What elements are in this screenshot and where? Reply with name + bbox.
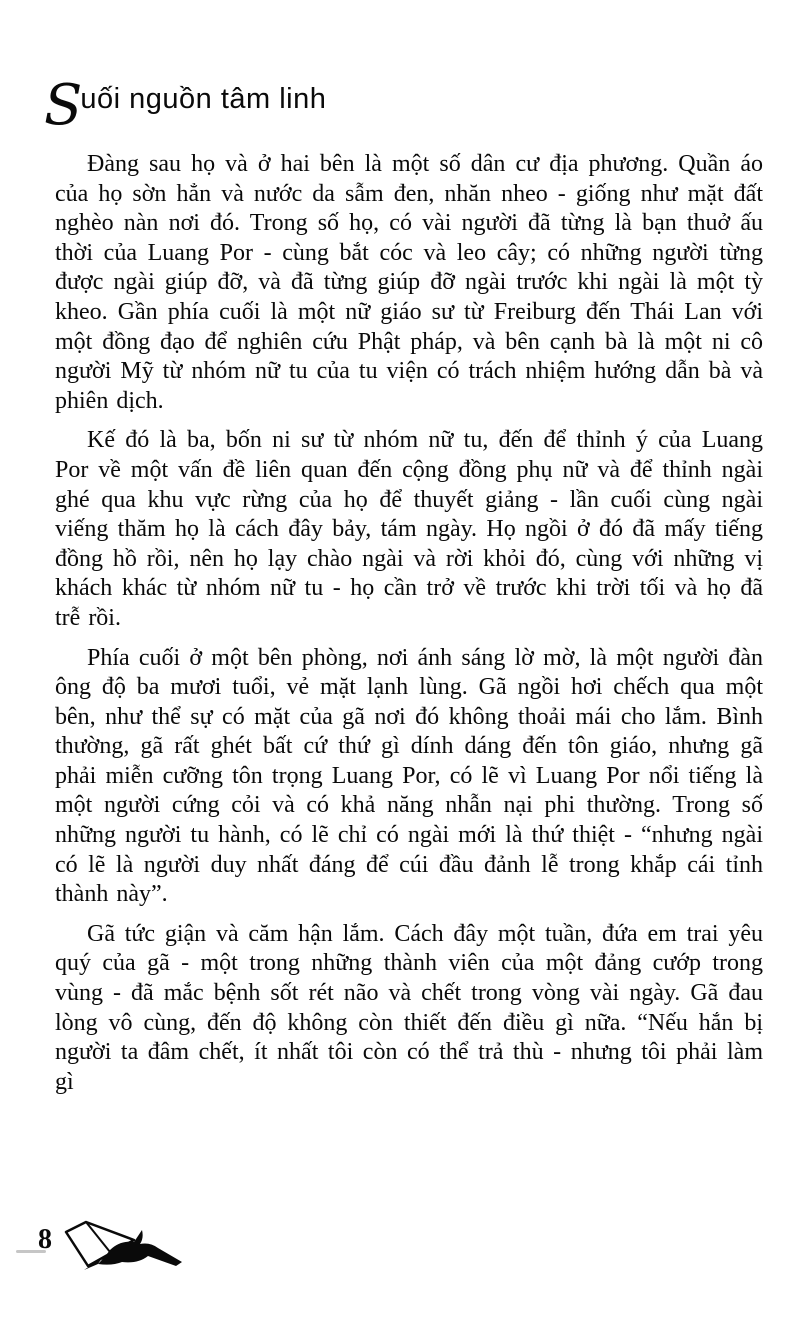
- swallow-bird-kite-icon: [54, 1218, 194, 1278]
- book-title: uối nguồn tâm linh: [80, 83, 327, 115]
- calligraphic-s-ornament-icon: S: [44, 73, 81, 138]
- paragraph-2: Kế đó là ba, bốn ni sư từ nhóm nữ tu, đến để thỉnh ý của Luang Por về một vấn đề liên quan đến cộng đồng phụ nữ và để thỉnh ngài ghé qua khu vực rừng của họ để thuyết giảng - lần cuối cùng ngài viếng thăm họ là cách đây bảy, tám ngày. Họ ngồi ở đó đã mấy tiếng đồng hồ rồi, nên họ lạy chào ngài và rời khỏi đó, cùng với những vị khách khác từ nhóm nữ tu - họ cần trở về trước khi trời tối và họ đã trễ rồi.: [55, 427, 763, 631]
- running-header: [44, 73, 327, 138]
- paragraph-3: Phía cuối ở một bên phòng, nơi ánh sáng lờ mờ, là một người đàn ông độ ba mươi tuổi, vẻ mặt lạnh lùng. Gã ngồi hơi chếch qua một bên, như thể sự có mặt của gã nơi đó không thoải mái cho lắm. Bình thường, gã rất ghét bất cứ thứ gì dính dáng đến tôn giáo, nhưng gã phải miễn cưỡng tôn trọng Luang Por, có lẽ vì Luang Por nổi tiếng là một người cứng cỏi và có khả năng nhẫn nại phi thường. Trong số những người tu hành, có lẽ chỉ có ngài mới là thứ thiệt - “nhưng ngài có lẽ là người duy nhất đáng để cúi đầu đảnh lễ trong khắp cái tỉnh thành này”.: [55, 644, 763, 908]
- page-footer: [0, 1214, 300, 1284]
- page-body: [55, 150, 763, 1097]
- paragraph-1: Đàng sau họ và ở hai bên là một số dân cư địa phương. Quần áo của họ sờn hẳn và nước da sẫm đen, nhăn nheo - giống như mặt đất nghèo nàn nơi đó. Trong số họ, có vài người đã từng là bạn thuở ấu thời của Luang Por - cùng bắt cóc và leo cây; có những người từng được ngài giúp đỡ, và đã từng giúp đỡ ngài trước khi ngài là một tỳ kheo. Gần phía cuối là một nữ giáo sư từ Freiburg đến Thái Lan với một đồng đạo để nghiên cứu Phật pháp, và bên cạnh bà là một ni cô người Mỹ từ nhóm nữ tu của tu viện có trách nhiệm hướng dẫn bà và phiên dịch.: [55, 151, 763, 414]
- paragraph-4: Gã tức giận và căm hận lắm. Cách đây một tuần, đứa em trai yêu quý của gã - một trong những thành viên của một đảng cướp trong vùng - đã mắc bệnh sốt rét não và chết trong vòng vài ngày. Gã đau lòng vô cùng, đến độ không còn thiết đến điều gì nữa. “Nếu hắn bị người ta đâm chết, ít nhất tôi còn có thể trả thù - nhưng tôi phải làm gì: [55, 920, 763, 1095]
- page-number: 8: [38, 1224, 52, 1255]
